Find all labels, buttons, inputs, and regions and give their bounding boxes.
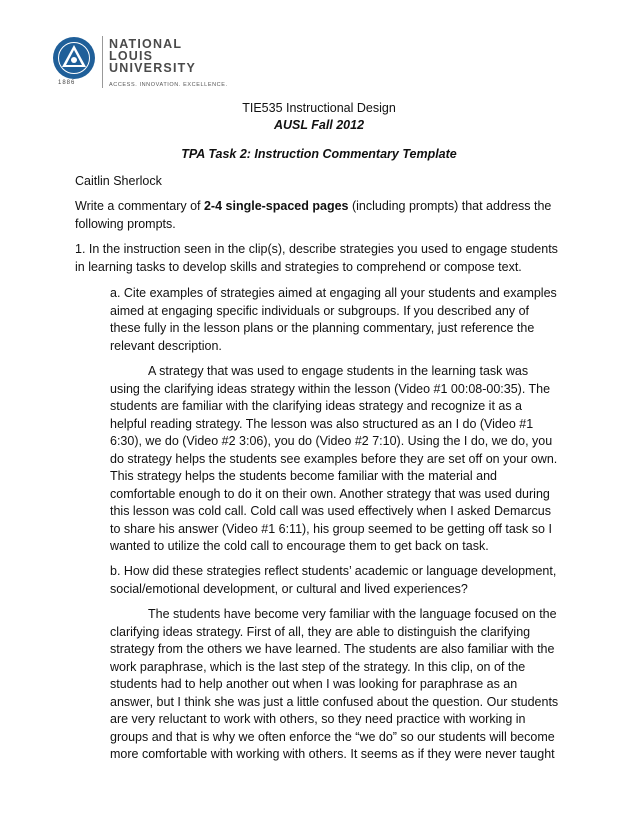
subprompt-line: relevant description. bbox=[110, 338, 222, 353]
response-line: 6:30), we do (Video #2 3:06), you do (Video #2 7:10). Using the I do, we do, you bbox=[110, 434, 553, 448]
response-line: The students have become very familiar with the language focused on the bbox=[148, 607, 557, 621]
response-line: wanted to utilize the cold call to encourage them to get back on task. bbox=[110, 539, 489, 553]
response-line: are very reluctant to work with others, so they need practice with working in bbox=[110, 712, 526, 726]
response-line: do strategy helps the students see examples before they are set off on your own. bbox=[110, 451, 558, 466]
response-line: to share his answer (Video #1 6:11), his group seemed to be getting off task so I bbox=[110, 521, 552, 536]
university-name bbox=[109, 38, 196, 74]
response-line: this lesson was cold call. Cold call was used effectively when I asked Demarcus bbox=[110, 504, 551, 518]
subprompt-line: a. Cite examples of strategies aimed at engaging all your students and examples bbox=[110, 286, 557, 300]
university-name-line: UNIVERSITY bbox=[109, 61, 197, 75]
subprompt-line: aimed at engaging specific individuals or subgroups. If you described any of bbox=[110, 303, 530, 318]
response-line: students are familiar with the clarifying ideas strategy and recognize it as a bbox=[110, 399, 523, 413]
subprompt-line: b. How did these strategies reflect students’ academic or language development, bbox=[110, 564, 557, 578]
response-line: more comfortable with working with others. It seems as if they were never taught bbox=[110, 747, 555, 761]
response-line: using the clarifying ideas strategy within the lesson (Video #1 00:08-00:35). The bbox=[110, 381, 551, 396]
response-line: answer, but I think she was just a little confused about the question. Our students bbox=[110, 694, 559, 709]
response-line: This strategy helps the students become familiar with the material and bbox=[110, 469, 497, 483]
logo-divider bbox=[102, 36, 103, 88]
prompt-line: 1. In the instruction seen in the clip(s), describe strategies you used to engage students bbox=[75, 242, 558, 256]
task-title: TPA Task 2: Instruction Commentary Template bbox=[181, 147, 457, 161]
subprompt-line: these fully in the lesson plans or the planning commentary, just reference the bbox=[110, 321, 535, 335]
intro-line: Write a commentary of 2-4 single-spaced pages (including prompts) that address the bbox=[75, 199, 552, 213]
response-line: strategy from the others we have learned. The students are also familiar with the bbox=[110, 642, 555, 656]
university-logo bbox=[52, 34, 312, 92]
subprompt-line: social/emotional development, or cultural and lived experiences? bbox=[110, 581, 468, 596]
course-title: TIE535 Instructional Design bbox=[242, 101, 396, 115]
university-name-line: NATIONAL bbox=[109, 37, 183, 51]
response-line: A strategy that was used to engage students in the learning task was bbox=[148, 364, 529, 378]
response-line: groups and that is why we often enforce the “we do” so our students will become bbox=[110, 729, 555, 744]
prompt-line: in learning tasks to develop skills and strategies to comprehend or compose text. bbox=[75, 259, 522, 274]
founding-year: 1886 bbox=[58, 80, 76, 86]
author-name: Caitlin Sherlock bbox=[75, 174, 162, 188]
response-line: comfortable enough to do it on their own. Another strategy that was used during bbox=[110, 486, 550, 501]
response-line: helpful reading strategy. The lesson was also structured as an I do (Video #1 bbox=[110, 416, 534, 431]
response-line: work paraphrase, which is the last step of the strategy. In this clip, on of the bbox=[110, 659, 526, 674]
intro-line: following prompts. bbox=[75, 216, 176, 231]
response-line: clarifying ideas strategy. First of all, they are able to distinguish the clarifying bbox=[110, 624, 531, 639]
university-name-line: LOUIS bbox=[109, 49, 154, 63]
university-tagline: ACCESS. INNOVATION. EXCELLENCE. bbox=[109, 82, 228, 88]
university-seal-icon bbox=[52, 36, 96, 80]
response-line: students had to help another out when I was looking for paraphrase as an bbox=[110, 677, 518, 691]
term-title: AUSL Fall 2012 bbox=[273, 118, 365, 132]
